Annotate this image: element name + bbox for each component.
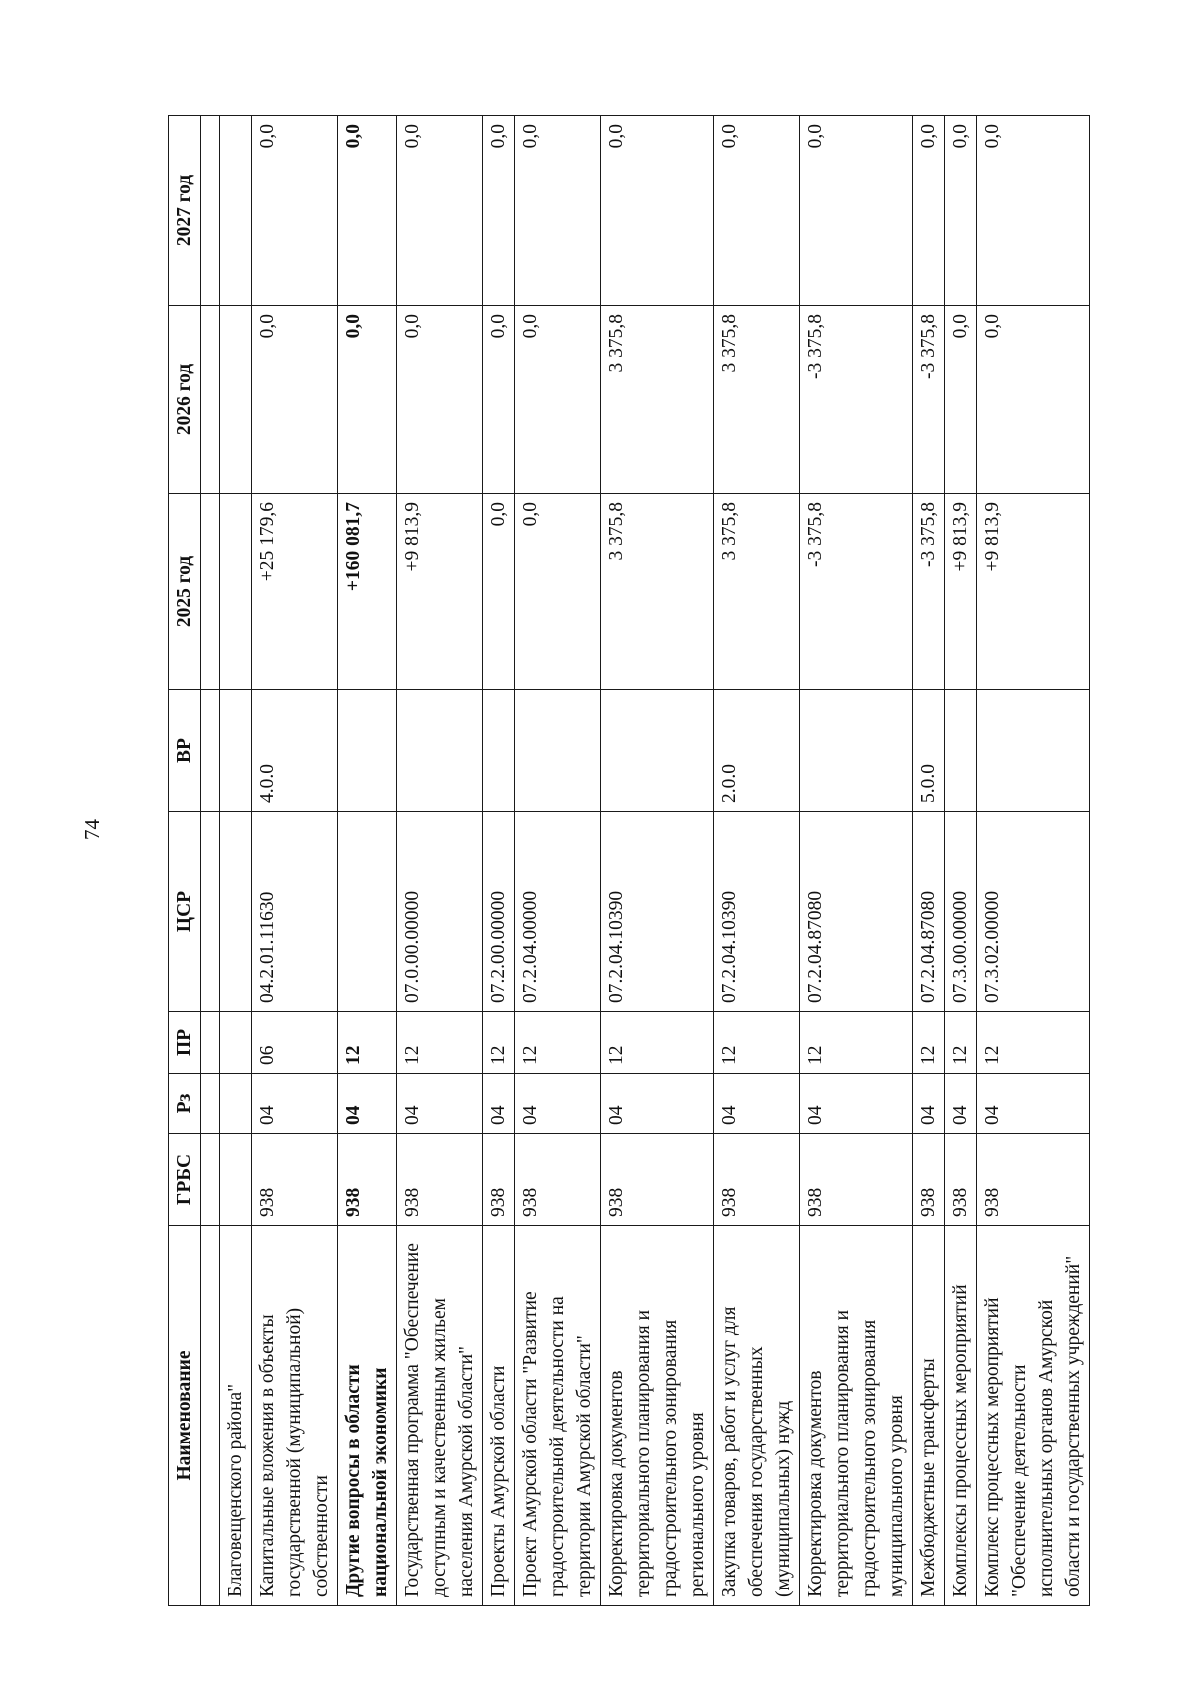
cell-2026: 0,0 xyxy=(483,306,515,494)
cell-2027: 0,0 xyxy=(483,116,515,306)
cell-grbs: 938 xyxy=(483,1134,515,1226)
cell-2025 xyxy=(220,494,252,690)
cell-2025: -3 375,8 xyxy=(913,494,945,690)
table-row xyxy=(397,116,483,1606)
cell-rz: 04 xyxy=(601,1074,714,1134)
cell-csr: 04.2.01.11630 xyxy=(252,812,338,1012)
cell-rz: 04 xyxy=(977,1074,1090,1134)
cell-grbs: 938 xyxy=(515,1134,601,1226)
cell-csr: 07.2.04.10390 xyxy=(714,812,800,1012)
cell-csr xyxy=(220,812,252,1012)
cell-grbs: 938 xyxy=(601,1134,714,1226)
cell-rz: 04 xyxy=(913,1074,945,1134)
cell-rz: 04 xyxy=(515,1074,601,1134)
cell-name: Корректировка документов территориального планирования и градостроительного зонирования муниципального уровня xyxy=(800,1226,913,1606)
cell-csr: 07.2.04.87080 xyxy=(800,812,913,1012)
table-row xyxy=(714,116,800,1606)
header-2027: 2027 год xyxy=(169,116,201,306)
cell-2025: 3 375,8 xyxy=(714,494,800,690)
cell-2026: 0,0 xyxy=(252,306,338,494)
header-rz: Рз xyxy=(169,1074,201,1134)
cell-vr xyxy=(220,690,252,812)
cell-vr xyxy=(515,690,601,812)
header-vr: ВР xyxy=(169,690,201,812)
cell-csr: 07.2.04.87080 xyxy=(913,812,945,1012)
cell-grbs: 938 xyxy=(800,1134,913,1226)
cell-2025: 0,0 xyxy=(515,494,601,690)
cell-csr: 07.2.04.10390 xyxy=(601,812,714,1012)
table-row xyxy=(913,116,945,1606)
table-row xyxy=(220,116,252,1606)
cell-2027 xyxy=(220,116,252,306)
cell-name: Межбюджетные трансферты xyxy=(913,1226,945,1606)
cell-vr xyxy=(483,690,515,812)
cell-grbs: 938 xyxy=(977,1134,1090,1226)
budget-table-container xyxy=(168,116,1088,1606)
cell-rz: 04 xyxy=(252,1074,338,1134)
cell-grbs xyxy=(220,1134,252,1226)
cell-2026: -3 375,8 xyxy=(800,306,913,494)
cell-rz: 04 xyxy=(945,1074,977,1134)
cell-2025: +25 179,6 xyxy=(252,494,338,690)
cell-rz: 04 xyxy=(714,1074,800,1134)
cell-2027: 0,0 xyxy=(252,116,338,306)
cell-2026: -3 375,8 xyxy=(913,306,945,494)
cell-2027: 0,0 xyxy=(977,116,1090,306)
cell-pr: 12 xyxy=(338,1012,397,1074)
cell-pr xyxy=(220,1012,252,1074)
cell-2027: 0,0 xyxy=(714,116,800,306)
cell-2027: 0,0 xyxy=(338,116,397,306)
table-row xyxy=(338,116,397,1606)
cell-grbs: 938 xyxy=(252,1134,338,1226)
cell-pr: 12 xyxy=(601,1012,714,1074)
cell-2027: 0,0 xyxy=(945,116,977,306)
table-row xyxy=(945,116,977,1606)
cell-name: Комплексы процессных мероприятий xyxy=(945,1226,977,1606)
header-grbs: ГРБС xyxy=(169,1134,201,1226)
cell-2026 xyxy=(220,306,252,494)
cell-rz: 04 xyxy=(800,1074,913,1134)
table-row xyxy=(515,116,601,1606)
cell-2027: 0,0 xyxy=(397,116,483,306)
cell-2025: 3 375,8 xyxy=(601,494,714,690)
budget-table xyxy=(168,115,1090,1606)
cell-vr xyxy=(338,690,397,812)
cell-name: Закупка товаров, работ и услуг для обеспечения государственных (муниципальных) нужд xyxy=(714,1226,800,1606)
table-row xyxy=(977,116,1090,1606)
header-spacer-row xyxy=(201,116,220,1606)
cell-pr: 12 xyxy=(945,1012,977,1074)
header-csr: ЦСР xyxy=(169,812,201,1012)
cell-csr: 07.3.00.00000 xyxy=(945,812,977,1012)
cell-name: Капитальные вложения в объекты государственной (муниципальной) собственности xyxy=(252,1226,338,1606)
cell-rz: 04 xyxy=(397,1074,483,1134)
cell-2025: -3 375,8 xyxy=(800,494,913,690)
header-row xyxy=(169,116,201,1606)
cell-grbs: 938 xyxy=(945,1134,977,1226)
cell-name: Благовещенского района" xyxy=(220,1226,252,1606)
page-number: 74 xyxy=(80,819,104,840)
cell-pr: 12 xyxy=(800,1012,913,1074)
cell-pr: 12 xyxy=(714,1012,800,1074)
cell-csr xyxy=(338,812,397,1012)
cell-2027: 0,0 xyxy=(515,116,601,306)
cell-2027: 0,0 xyxy=(800,116,913,306)
cell-vr xyxy=(397,690,483,812)
cell-2026: 0,0 xyxy=(977,306,1090,494)
cell-2027: 0,0 xyxy=(913,116,945,306)
cell-2026: 3 375,8 xyxy=(601,306,714,494)
cell-grbs: 938 xyxy=(913,1134,945,1226)
cell-rz xyxy=(220,1074,252,1134)
cell-vr xyxy=(945,690,977,812)
cell-csr: 07.0.00.00000 xyxy=(397,812,483,1012)
cell-2025: 0,0 xyxy=(483,494,515,690)
cell-pr: 06 xyxy=(252,1012,338,1074)
cell-vr xyxy=(800,690,913,812)
cell-name: Комплекс процессных мероприятий "Обеспечение деятельности исполнительных органов Амурской области и государственных учреждений" xyxy=(977,1226,1090,1606)
table-header xyxy=(169,116,220,1606)
cell-2026: 3 375,8 xyxy=(714,306,800,494)
cell-pr: 12 xyxy=(913,1012,945,1074)
cell-2025: +160 081,7 xyxy=(338,494,397,690)
cell-rz: 04 xyxy=(338,1074,397,1134)
header-pr: ПР xyxy=(169,1012,201,1074)
cell-name: Проект Амурской области "Развитие градостроительной деятельности на территории Амурской области" xyxy=(515,1226,601,1606)
cell-vr: 4.0.0 xyxy=(252,690,338,812)
cell-pr: 12 xyxy=(515,1012,601,1074)
cell-pr: 12 xyxy=(977,1012,1090,1074)
cell-2026: 0,0 xyxy=(338,306,397,494)
cell-csr: 07.2.04.00000 xyxy=(515,812,601,1012)
cell-name: Проекты Амурской области xyxy=(483,1226,515,1606)
cell-grbs: 938 xyxy=(397,1134,483,1226)
cell-csr: 07.3.02.00000 xyxy=(977,812,1090,1012)
table-row xyxy=(483,116,515,1606)
cell-grbs: 938 xyxy=(338,1134,397,1226)
header-name: Наименование xyxy=(169,1226,201,1606)
table-row xyxy=(252,116,338,1606)
table-body xyxy=(220,116,1090,1606)
cell-2026: 0,0 xyxy=(515,306,601,494)
cell-vr xyxy=(601,690,714,812)
header-2026: 2026 год xyxy=(169,306,201,494)
cell-pr: 12 xyxy=(397,1012,483,1074)
cell-pr: 12 xyxy=(483,1012,515,1074)
cell-vr: 5.0.0 xyxy=(913,690,945,812)
cell-2025: +9 813,9 xyxy=(397,494,483,690)
cell-csr: 07.2.00.00000 xyxy=(483,812,515,1012)
table-row xyxy=(601,116,714,1606)
cell-name: Государственная программа "Обеспечение доступным и качественным жильем населения Амурской области" xyxy=(397,1226,483,1606)
cell-2025: +9 813,9 xyxy=(977,494,1090,690)
cell-2026: 0,0 xyxy=(945,306,977,494)
cell-2025: +9 813,9 xyxy=(945,494,977,690)
header-2025: 2025 год xyxy=(169,494,201,690)
cell-vr: 2.0.0 xyxy=(714,690,800,812)
table-row xyxy=(800,116,913,1606)
cell-rz: 04 xyxy=(483,1074,515,1134)
cell-grbs: 938 xyxy=(714,1134,800,1226)
cell-name: Корректировка документов территориального планирования и градостроительного зонирования регионального уровня xyxy=(601,1226,714,1606)
cell-2026: 0,0 xyxy=(397,306,483,494)
cell-name: Другие вопросы в области национальной экономики xyxy=(338,1226,397,1606)
cell-vr xyxy=(977,690,1090,812)
cell-2027: 0,0 xyxy=(601,116,714,306)
